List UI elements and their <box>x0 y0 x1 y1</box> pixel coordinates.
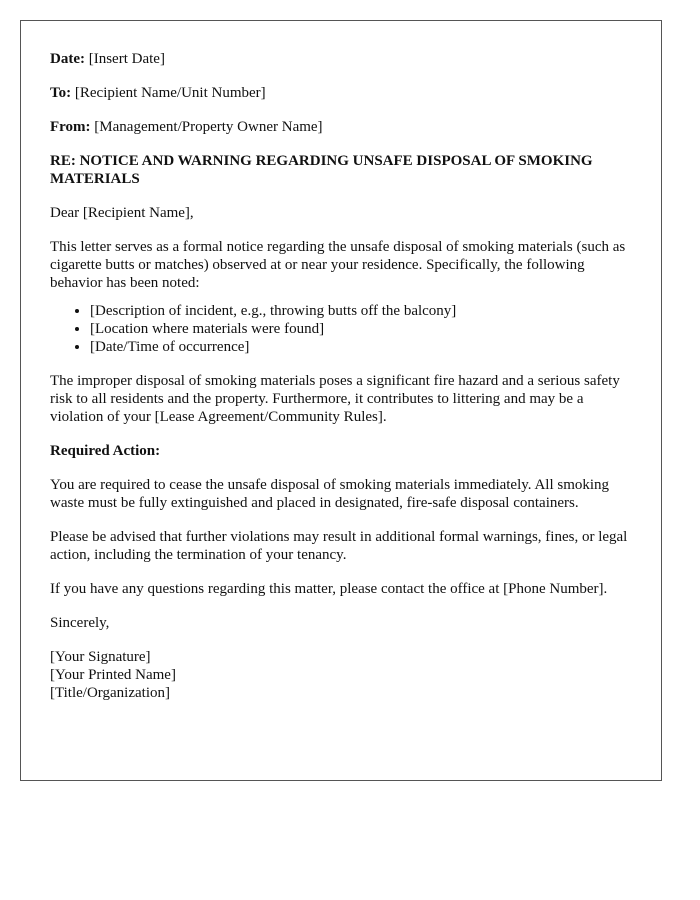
title-line: [Title/Organization] <box>50 685 170 701</box>
greeting: Dear [Recipient Name], <box>50 205 194 221</box>
printed-name-line: [Your Printed Name] <box>50 667 176 683</box>
subject-line: RE: NOTICE AND WARNING REGARDING UNSAFE DISPOSAL OF SMOKING MATERIALS <box>50 153 593 187</box>
list-item: • [Date/Time of occurrence] <box>90 338 632 356</box>
to-label: To: <box>50 85 72 101</box>
date-value: [Insert Date] <box>88 51 165 67</box>
required-action-paragraph: You are required to cease the unsafe disposal of smoking materials immediately. All smoking waste must be fully extinguished and placed in designated, fire-safe disposal containers. <box>50 477 610 511</box>
to-value: [Recipient Name/Unit Number] <box>74 85 266 101</box>
to-line <box>50 84 632 102</box>
intro-paragraph: This letter serves as a formal notice regarding the unsafe disposal of smoking materials (such as cigarette butts or matches) observed at or near your residence. Specifically, the following behavior has been noted: <box>50 239 626 291</box>
closing: Sincerely, <box>50 615 110 631</box>
from-label: From: <box>50 119 91 135</box>
advisory-paragraph: Please be advised that further violations may result in additional formal warnings, fines, or legal action, including the termination of your tenancy. <box>50 529 628 563</box>
incident-list <box>50 302 632 356</box>
from-line <box>50 118 632 136</box>
letter <box>20 20 662 781</box>
date-line <box>50 50 632 68</box>
date-label: Date: <box>50 51 85 67</box>
required-action-heading: Required Action: <box>50 443 161 459</box>
signature-block <box>50 648 632 702</box>
list-item: • [Location where materials were found] <box>90 320 632 338</box>
hazard-paragraph: The improper disposal of smoking materials poses a significant fire hazard and a serious safety risk to all residents and the property. Furthermore, it contributes to littering and may be a violation of your [Lease Agreement/Community Rules]. <box>50 373 620 425</box>
from-value: [Management/Property Owner Name] <box>94 119 323 135</box>
contact-paragraph: If you have any questions regarding this matter, please contact the office at [Phone Number]. <box>50 581 608 597</box>
signature-line: [Your Signature] <box>50 649 151 665</box>
list-item: • [Description of incident, e.g., throwing butts off the balcony] <box>90 302 632 320</box>
